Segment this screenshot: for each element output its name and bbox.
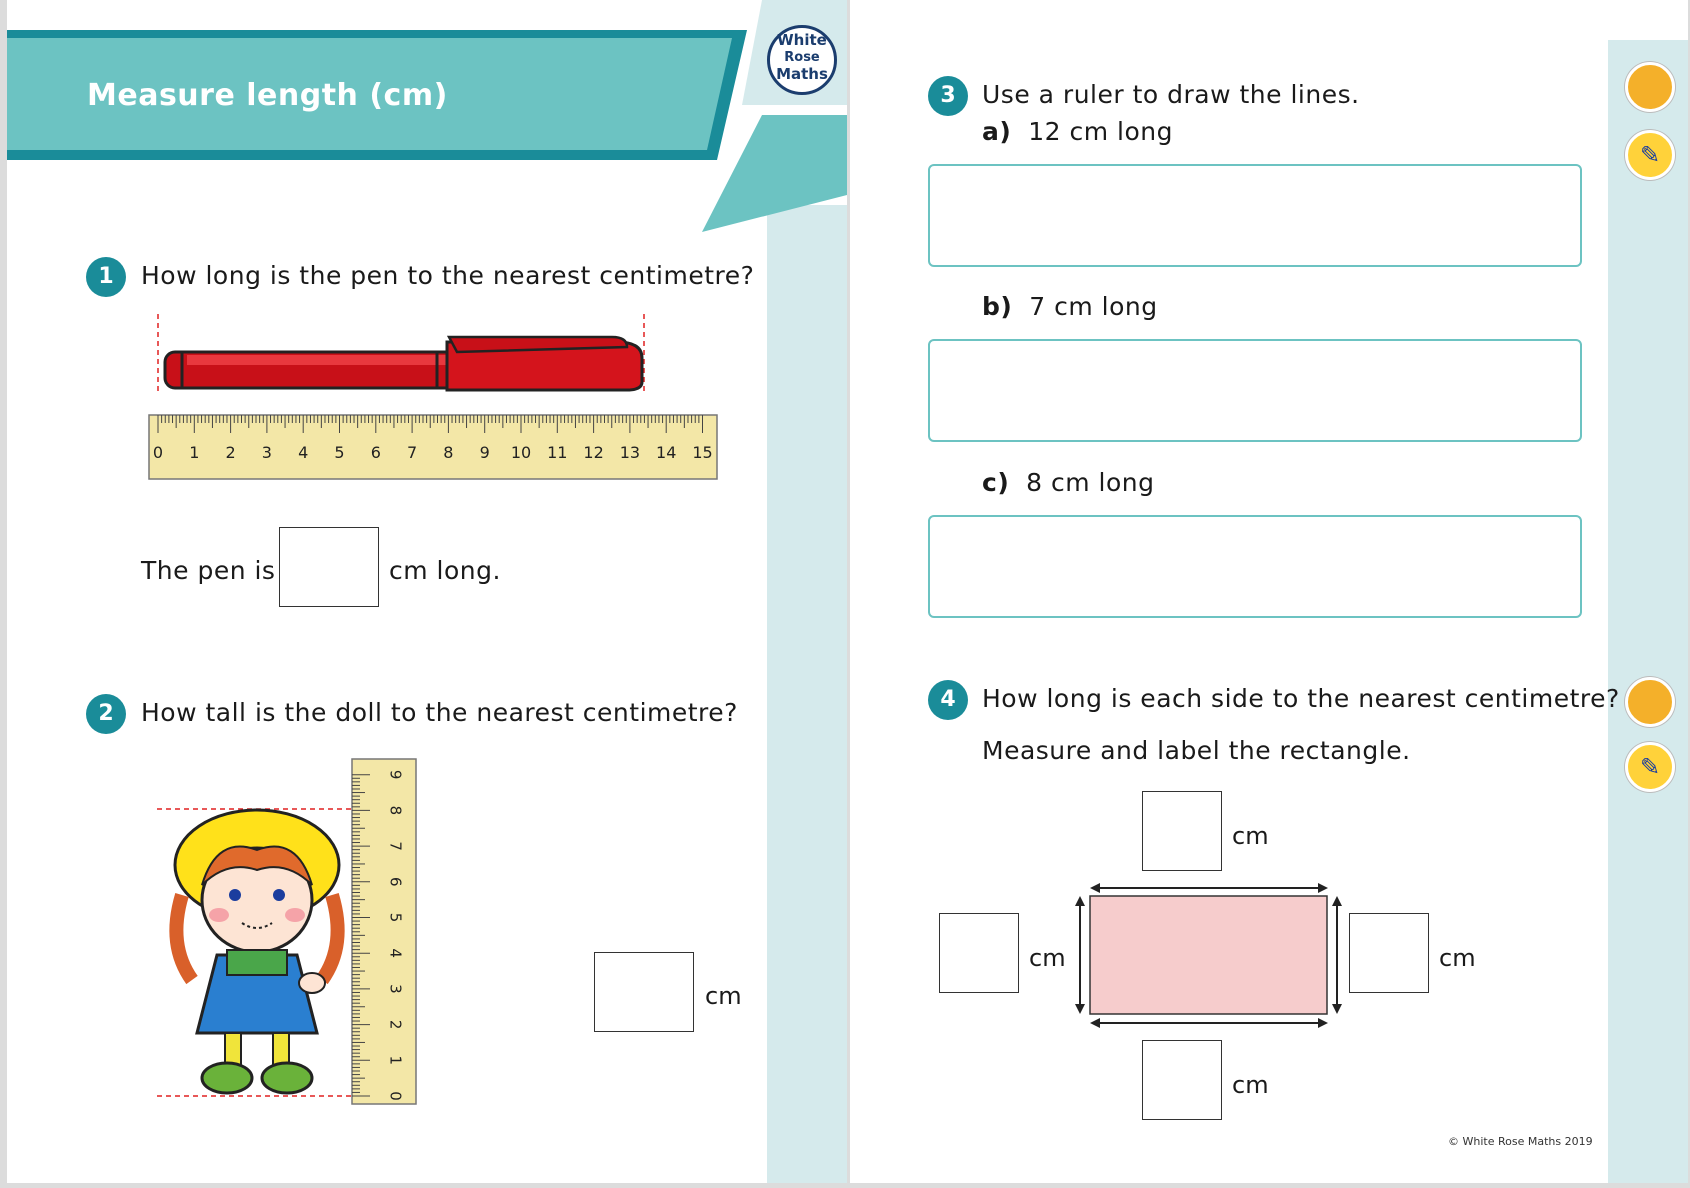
right-side-strip xyxy=(1608,40,1688,1183)
draw-box-a[interactable] xyxy=(928,164,1582,267)
ruler-label: 1 xyxy=(386,1055,405,1066)
ruler-label: 6 xyxy=(386,877,405,887)
left-side-unit: cm xyxy=(1029,944,1066,972)
ruler-label: 3 xyxy=(261,443,272,462)
part-b-text: 7 cm long xyxy=(1029,292,1158,321)
ruler-label: 15 xyxy=(692,443,713,462)
horizontal-ruler xyxy=(147,413,727,483)
right-page xyxy=(850,0,1688,1183)
white-rose-maths-logo xyxy=(767,25,837,95)
bricks-icon-2 xyxy=(1625,677,1675,727)
part-c-letter: c) xyxy=(982,468,1010,497)
ruler-label: 0 xyxy=(386,1091,405,1101)
doll-answer-unit: cm xyxy=(705,982,742,1010)
pen-answer-box[interactable] xyxy=(279,527,379,607)
question-1-number: 1 xyxy=(86,257,126,297)
ruler-label: 4 xyxy=(298,443,309,462)
ruler-label: 14 xyxy=(656,443,677,462)
top-side-unit: cm xyxy=(1232,822,1269,850)
logo-line-3: Maths xyxy=(776,65,828,83)
draw-box-b[interactable] xyxy=(928,339,1582,442)
ruler-label: 8 xyxy=(386,805,405,816)
ruler-label: 4 xyxy=(386,948,405,958)
header-banner xyxy=(7,0,847,240)
draw-box-c[interactable] xyxy=(928,515,1582,618)
ruler-label: 0 xyxy=(152,443,164,462)
ruler-label: 6 xyxy=(370,443,381,462)
ruler-label: 9 xyxy=(479,443,490,462)
doll-answer-box[interactable] xyxy=(594,952,694,1032)
part-b-letter: b) xyxy=(982,292,1013,321)
part-b-label xyxy=(982,292,1158,321)
ruler-label: 2 xyxy=(386,1019,405,1030)
bottom-side-answer-box[interactable] xyxy=(1142,1040,1222,1120)
rectangle-diagram xyxy=(1065,880,1345,1030)
logo-line-1: White xyxy=(777,31,827,49)
ruler-label: 10 xyxy=(510,443,532,462)
part-c-label xyxy=(982,468,1155,497)
ruler-label: 9 xyxy=(386,769,405,780)
question-3-number: 3 xyxy=(928,76,968,116)
part-c-text: 8 cm long xyxy=(1026,468,1155,497)
part-a-label xyxy=(982,117,1173,146)
pen-image xyxy=(157,312,647,392)
doll-image xyxy=(157,805,357,1100)
copyright-text: © White Rose Maths 2019 xyxy=(1448,1135,1593,1148)
ruler-label: 5 xyxy=(386,912,405,923)
left-side-answer-box[interactable] xyxy=(939,913,1019,993)
question-1-text: How long is the pen to the nearest centimetre? xyxy=(141,261,755,290)
question-3-text: Use a ruler to draw the lines. xyxy=(982,80,1360,109)
ruler-label: 8 xyxy=(443,443,454,462)
ruler-label: 12 xyxy=(583,443,604,462)
pencil-icon: ✎ xyxy=(1625,130,1675,180)
question-2-number: 2 xyxy=(86,694,126,734)
ruler-label: 5 xyxy=(334,443,345,462)
left-page xyxy=(7,0,847,1183)
ruler-label: 3 xyxy=(386,984,405,994)
ruler-label: 7 xyxy=(386,841,405,851)
ruler-label: 13 xyxy=(619,443,641,462)
page-title: Measure length (cm) xyxy=(87,78,448,113)
pen-answer-prefix: The pen is xyxy=(141,556,276,585)
question-4-number: 4 xyxy=(928,680,968,720)
part-a-text: 12 cm long xyxy=(1028,117,1173,146)
ruler-label: 7 xyxy=(407,443,418,462)
bottom-side-unit: cm xyxy=(1232,1071,1269,1099)
pencil-icon-2: ✎ xyxy=(1625,742,1675,792)
ruler-label: 11 xyxy=(547,443,568,462)
right-side-unit: cm xyxy=(1439,944,1476,972)
top-side-answer-box[interactable] xyxy=(1142,791,1222,871)
side-strip xyxy=(767,205,847,1183)
part-a-letter: a) xyxy=(982,117,1012,146)
question-4-text: How long is each side to the nearest centimetre? xyxy=(982,684,1620,713)
ruler-label: 1 xyxy=(189,443,200,462)
ruler-label: 2 xyxy=(225,443,236,462)
right-side-answer-box[interactable] xyxy=(1349,913,1429,993)
question-4-subtext: Measure and label the rectangle. xyxy=(982,736,1411,765)
vertical-ruler xyxy=(350,757,420,1107)
question-2-text: How tall is the doll to the nearest centimetre? xyxy=(141,698,738,727)
bricks-icon xyxy=(1625,62,1675,112)
pen-answer-suffix: cm long. xyxy=(389,556,501,585)
logo-line-2: Rose xyxy=(784,50,820,65)
